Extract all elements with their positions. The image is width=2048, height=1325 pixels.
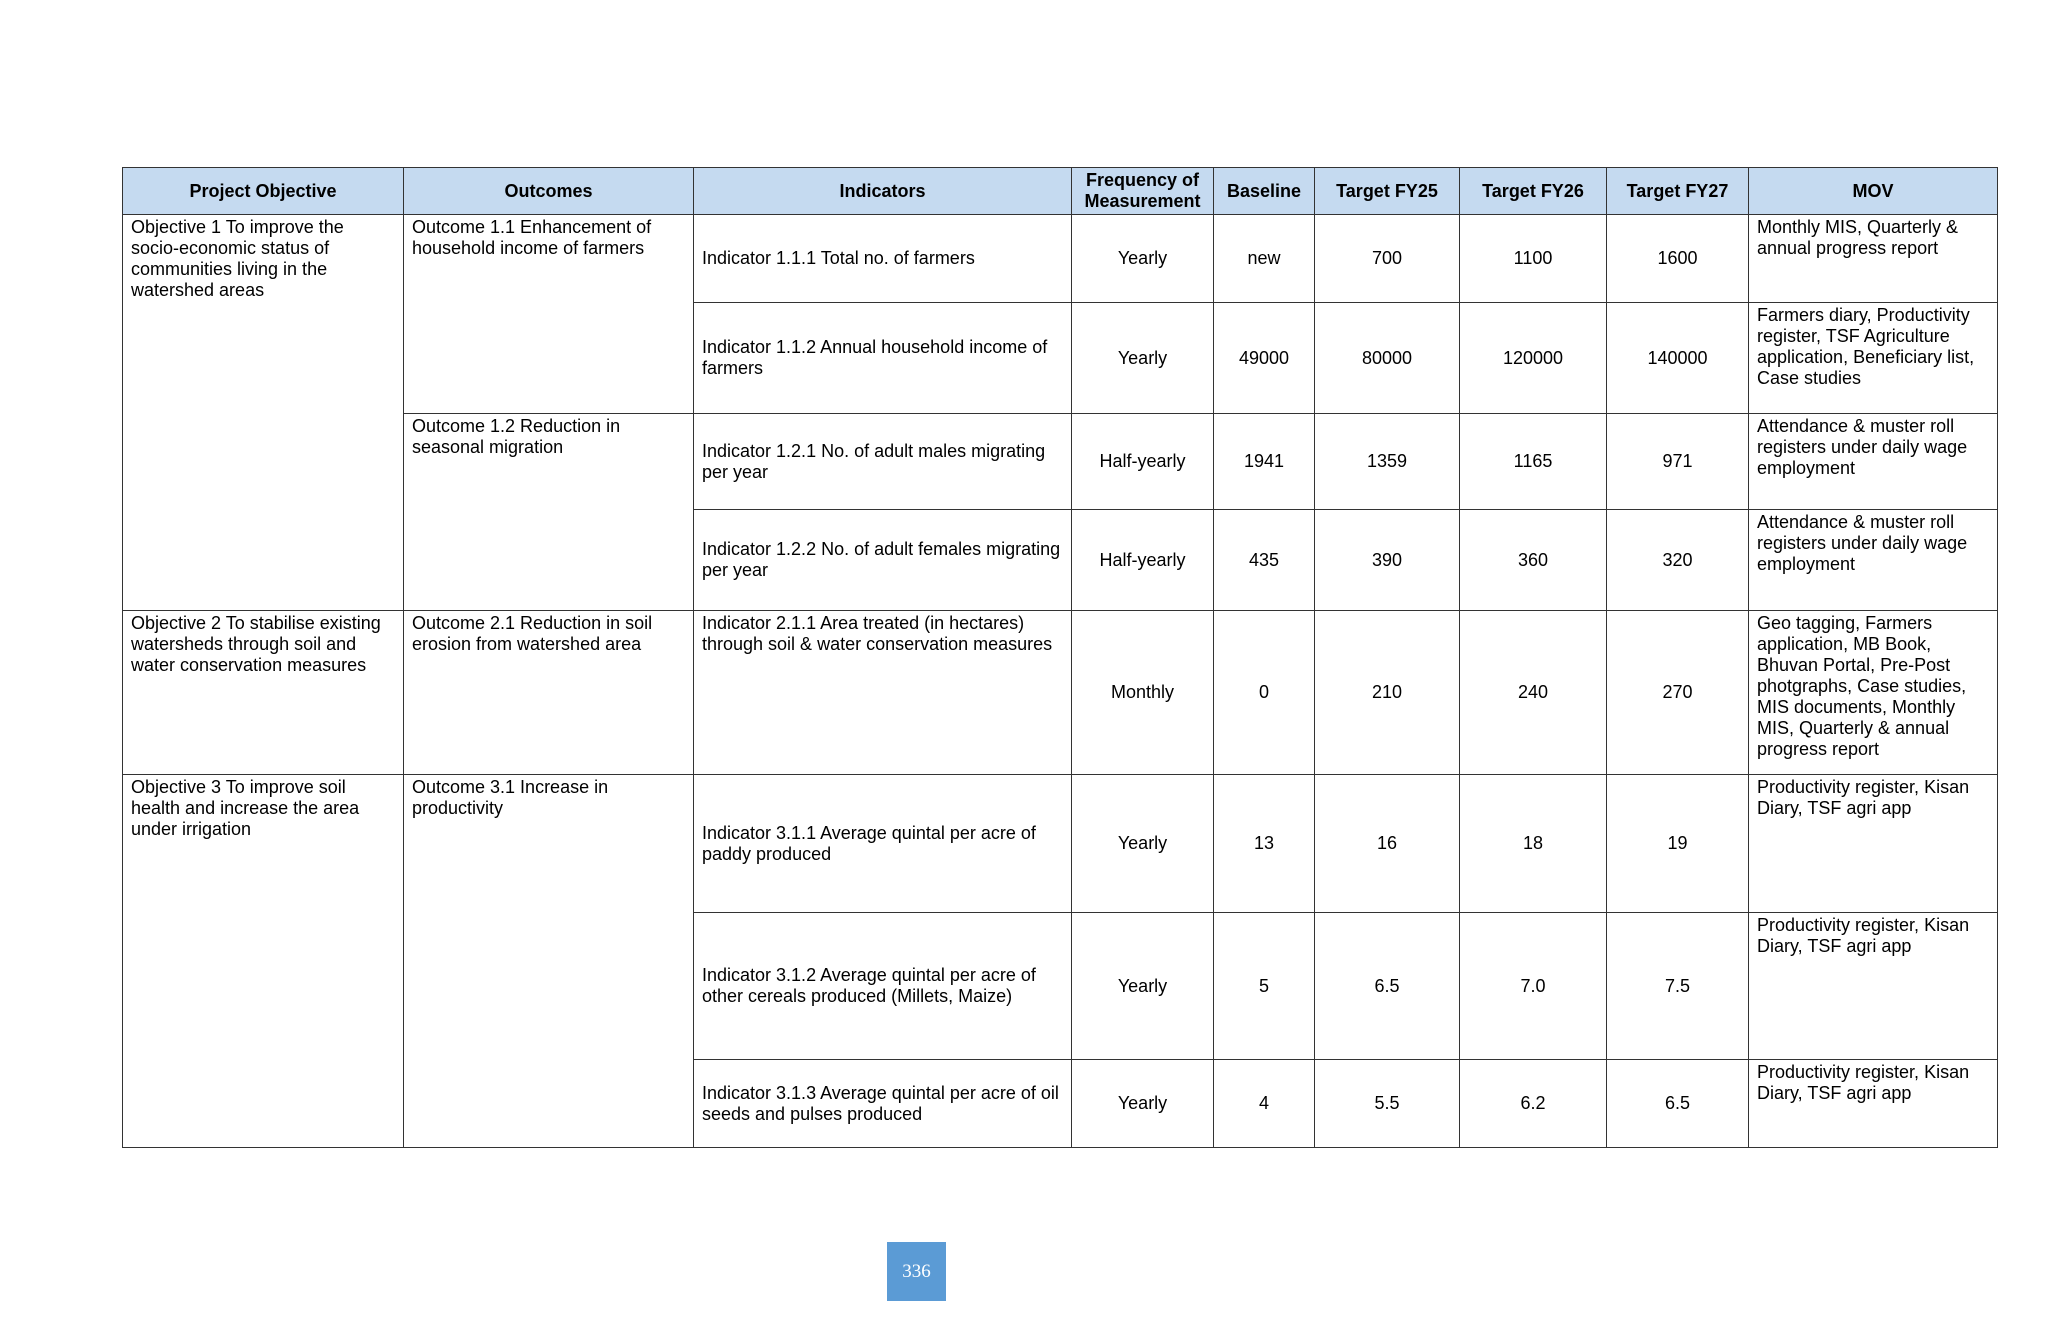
outcome-cell: Outcome 2.1 Reduction in soil erosion from watershed area [404,611,694,775]
target-fy27-cell: 140000 [1607,303,1749,414]
frequency-cell: Half-yearly [1072,510,1214,611]
baseline-cell: 0 [1214,611,1315,775]
baseline-cell: 13 [1214,775,1315,913]
indicator-cell: Indicator 3.1.3 Average quintal per acre of oil seeds and pulses produced [694,1060,1072,1148]
baseline-cell: 5 [1214,913,1315,1060]
results-framework-table-wrapper [122,167,1997,1148]
frequency-cell: Yearly [1072,303,1214,414]
objective-cell: Objective 3 To improve soil health and increase the area under irrigation [123,775,404,1148]
mov-cell: Monthly MIS, Quarterly & annual progress report [1749,215,1998,303]
outcome-cell: Outcome 3.1 Increase in productivity [404,775,694,1148]
table-header-row [123,168,1998,215]
page-number: 336 [887,1242,946,1301]
table-row [123,775,1998,913]
mov-cell: Productivity register, Kisan Diary, TSF agri app [1749,1060,1998,1148]
frequency-cell: Yearly [1072,913,1214,1060]
frequency-cell: Monthly [1072,611,1214,775]
target-fy25-cell: 6.5 [1315,913,1460,1060]
target-fy26-cell: 360 [1460,510,1607,611]
indicator-cell: Indicator 1.1.2 Annual household income of farmers [694,303,1072,414]
objective-cell: Objective 2 To stabilise existing watersheds through soil and water conservation measures [123,611,404,775]
target-fy25-cell: 210 [1315,611,1460,775]
target-fy27-cell: 6.5 [1607,1060,1749,1148]
baseline-cell: new [1214,215,1315,303]
header-target-fy27: Target FY27 [1607,168,1749,215]
header-baseline: Baseline [1214,168,1315,215]
outcome-cell: Outcome 1.1 Enhancement of household income of farmers [404,215,694,414]
target-fy27-cell: 320 [1607,510,1749,611]
results-framework-table [122,167,1998,1148]
target-fy27-cell: 19 [1607,775,1749,913]
mov-cell: Productivity register, Kisan Diary, TSF agri app [1749,913,1998,1060]
frequency-cell: Yearly [1072,1060,1214,1148]
header-target-fy26: Target FY26 [1460,168,1607,215]
target-fy26-cell: 120000 [1460,303,1607,414]
mov-cell: Farmers diary, Productivity register, TSF Agriculture application, Beneficiary list, Case studies [1749,303,1998,414]
target-fy26-cell: 1165 [1460,414,1607,510]
target-fy25-cell: 1359 [1315,414,1460,510]
objective-cell: Objective 1 To improve the socio-economic status of communities living in the watershed areas [123,215,404,611]
target-fy26-cell: 18 [1460,775,1607,913]
target-fy26-cell: 6.2 [1460,1060,1607,1148]
outcome-cell: Outcome 1.2 Reduction in seasonal migration [404,414,694,611]
target-fy27-cell: 7.5 [1607,913,1749,1060]
header-frequency: Frequency of Measurement [1072,168,1214,215]
table-row [123,215,1998,303]
indicator-cell: Indicator 1.2.1 No. of adult males migrating per year [694,414,1072,510]
baseline-cell: 435 [1214,510,1315,611]
target-fy27-cell: 971 [1607,414,1749,510]
table-row [123,611,1998,775]
header-indicators: Indicators [694,168,1072,215]
header-outcomes: Outcomes [404,168,694,215]
mov-cell: Geo tagging, Farmers application, MB Book, Bhuvan Portal, Pre-Post photgraphs, Case studies, MIS documents, Monthly MIS, Quarterly & annual progress report [1749,611,1998,775]
indicator-cell: Indicator 3.1.1 Average quintal per acre of paddy produced [694,775,1072,913]
target-fy25-cell: 80000 [1315,303,1460,414]
baseline-cell: 49000 [1214,303,1315,414]
target-fy25-cell: 16 [1315,775,1460,913]
baseline-cell: 1941 [1214,414,1315,510]
header-mov: MOV [1749,168,1998,215]
indicator-cell: Indicator 3.1.2 Average quintal per acre of other cereals produced (Millets, Maize) [694,913,1072,1060]
target-fy27-cell: 1600 [1607,215,1749,303]
mov-cell: Productivity register, Kisan Diary, TSF agri app [1749,775,1998,913]
header-project-objective: Project Objective [123,168,404,215]
frequency-cell: Yearly [1072,775,1214,913]
target-fy25-cell: 5.5 [1315,1060,1460,1148]
target-fy25-cell: 700 [1315,215,1460,303]
mov-cell: Attendance & muster roll registers under daily wage employment [1749,510,1998,611]
target-fy26-cell: 1100 [1460,215,1607,303]
baseline-cell: 4 [1214,1060,1315,1148]
header-target-fy25: Target FY25 [1315,168,1460,215]
target-fy27-cell: 270 [1607,611,1749,775]
indicator-cell: Indicator 1.1.1 Total no. of farmers [694,215,1072,303]
target-fy25-cell: 390 [1315,510,1460,611]
target-fy26-cell: 7.0 [1460,913,1607,1060]
table-row [123,414,1998,510]
mov-cell: Attendance & muster roll registers under daily wage employment [1749,414,1998,510]
indicator-cell: Indicator 1.2.2 No. of adult females migrating per year [694,510,1072,611]
indicator-cell: Indicator 2.1.1 Area treated (in hectares) through soil & water conservation measures [694,611,1072,775]
frequency-cell: Yearly [1072,215,1214,303]
frequency-cell: Half-yearly [1072,414,1214,510]
target-fy26-cell: 240 [1460,611,1607,775]
